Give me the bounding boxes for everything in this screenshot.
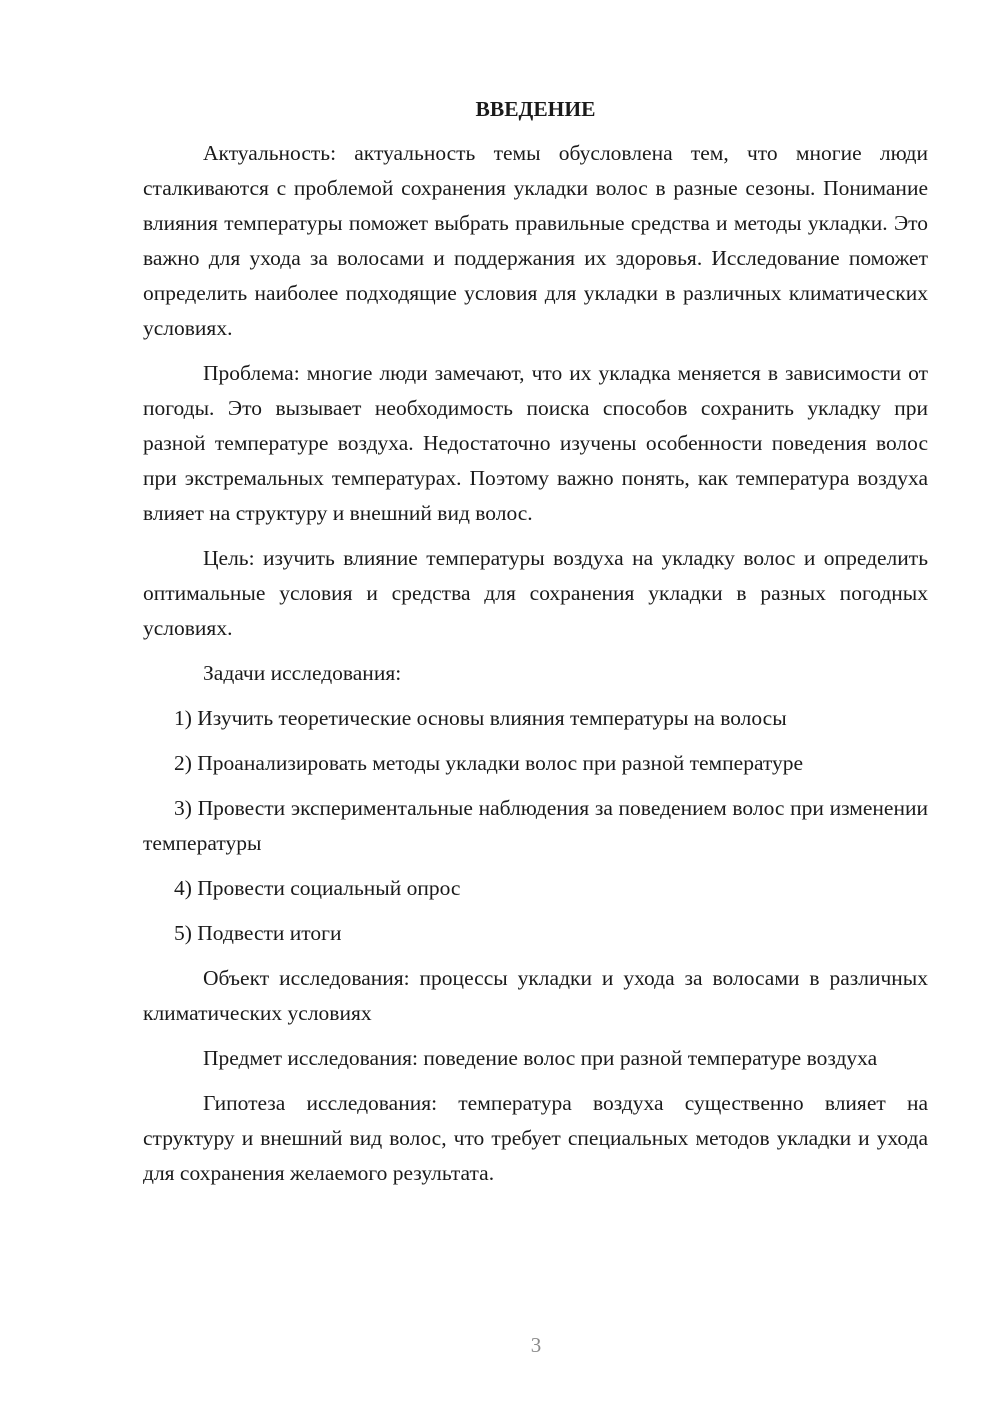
task-item: 1) Изучить теоретические основы влияния температуры на волосы: [174, 706, 787, 730]
paragraph-object: Объект исследования: процессы укладки и ухода за волосами в различных климатических условиях: [143, 966, 928, 1025]
paragraph-relevance: Актуальность: актуальность темы обусловлена тем, что многие люди сталкиваются с проблемой сохранения укладки волос в разные сезоны. Понимание влияния температуры поможет выбрать правильные средства и методы укладки. Это важно для ухода за волосами и поддержания их здоровья. Исследование поможет определить наиболее подходящие условия для укладки в различных климатических условиях.: [143, 141, 928, 340]
task-item: 5) Подвести итоги: [174, 921, 342, 945]
task-item: 2) Проанализировать методы укладки волос при разной температуре: [174, 751, 804, 775]
document-page: [143, 92, 928, 1201]
tasks-heading: Задачи исследования:: [203, 661, 402, 685]
task-item: 4) Провести социальный опрос: [174, 876, 461, 900]
paragraph-problem: Проблема: многие люди замечают, что их укладка меняется в зависимости от погоды. Это вызывает необходимость поиска способов сохранить укладку при разной температуре воздуха. Недостаточно изучены особенности поведения волос при экстремальных температурах. Поэтому важно понять, как температура воздуха влияет на структуру и внешний вид волос.: [143, 361, 928, 525]
section-title: ВВЕДЕНИЕ: [475, 97, 596, 121]
paragraph-subject: Предмет исследования: поведение волос при разной температуре воздуха: [203, 1046, 878, 1070]
page-number: 3: [530, 1333, 542, 1357]
task-item: 3) Провести экспериментальные наблюдения за поведением волос при изменении температуры: [143, 796, 928, 855]
paragraph-goal: Цель: изучить влияние температуры воздуха на укладку волос и определить оптимальные условия и средства для сохранения укладки в разных погодных условиях.: [143, 546, 928, 640]
paragraph-hypothesis: Гипотеза исследования: температура воздуха существенно влияет на структуру и внешний вид волос, что требует специальных методов укладки и ухода для сохранения желаемого результата.: [143, 1091, 928, 1185]
